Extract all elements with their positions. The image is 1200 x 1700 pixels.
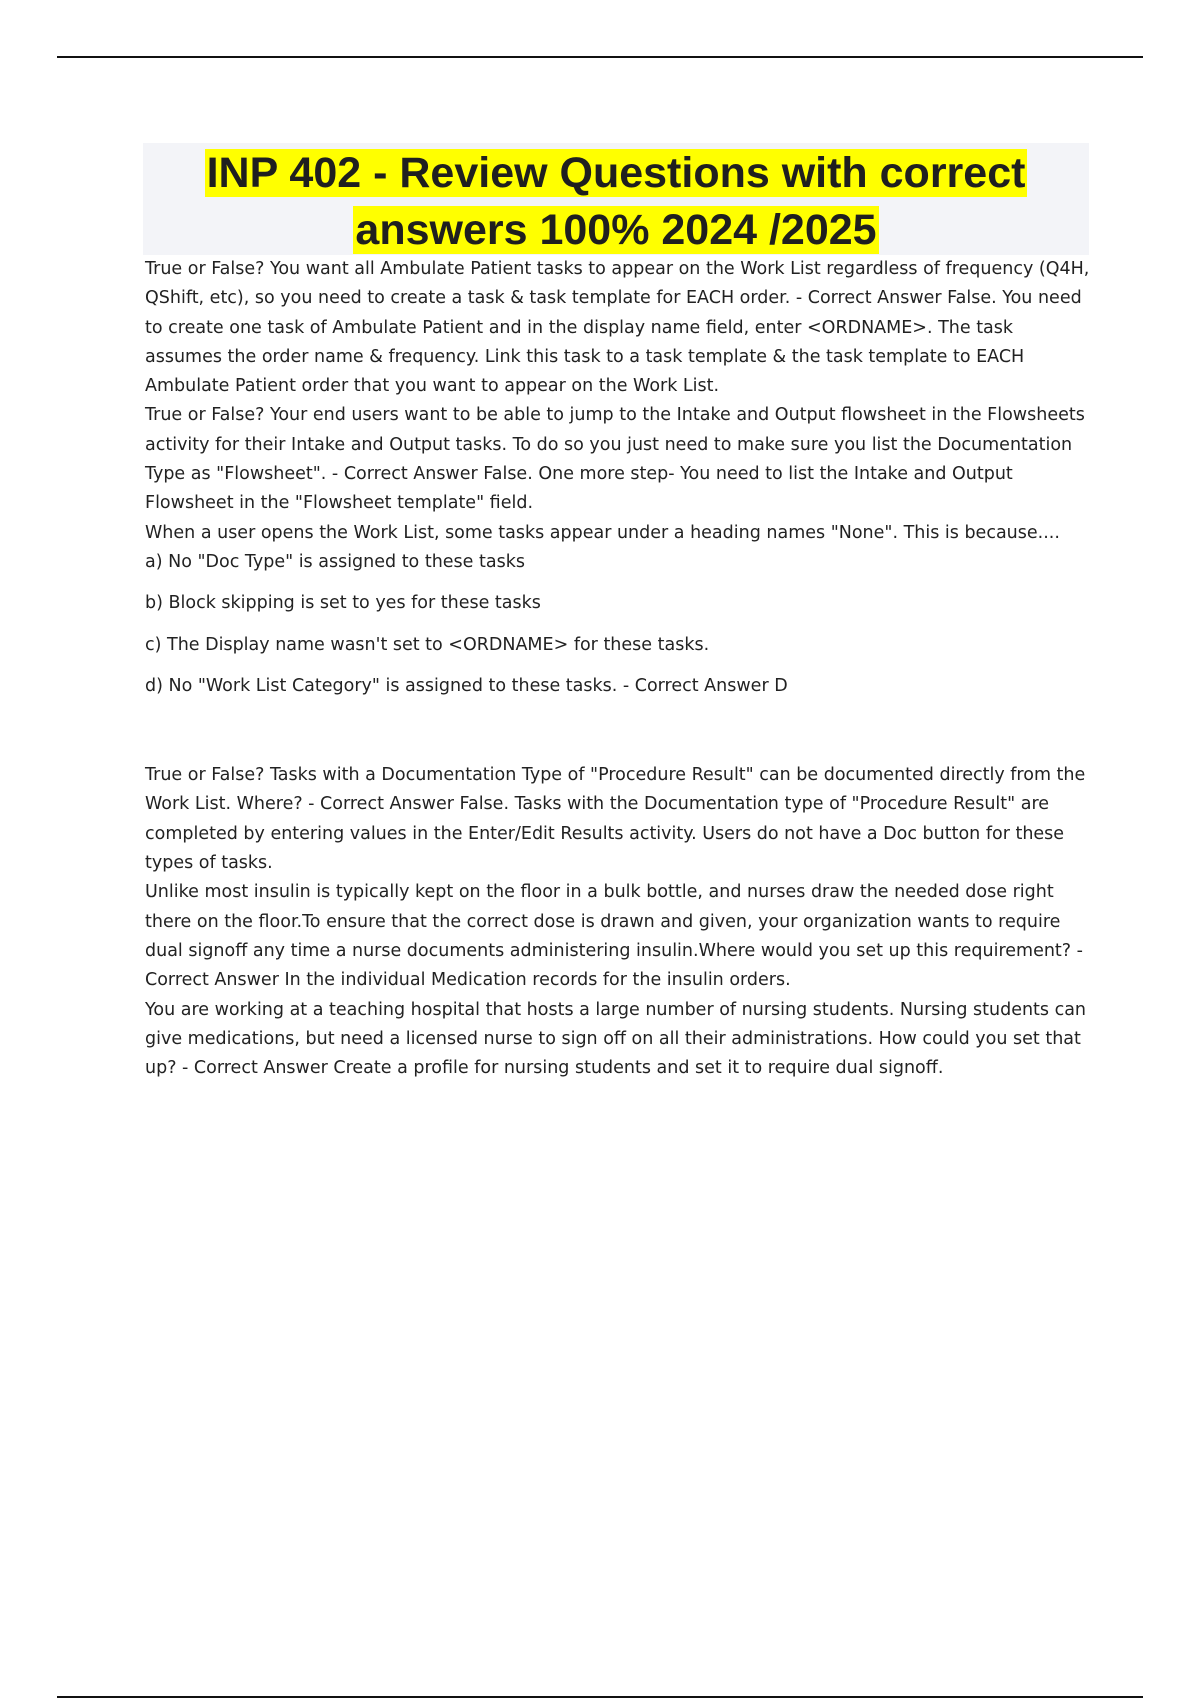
- question-stem: When a user opens the Work List, some tasks appear under a heading names "None". This is because....: [145, 522, 1060, 543]
- qa-item-5: Unlike most insulin is typically kept on the floor in a bulk bottle, and nurses draw the needed dose right there on the floor.To ensure that the correct dose is drawn and given, your organization wants to require dual signoff any time a nurse documents administering insulin.Where would you set up this requirement? - Correct Answer In the individual Medication records for the insulin orders.: [145, 882, 1083, 991]
- option-b: b) Block skipping is set to yes for these tasks: [145, 593, 541, 614]
- option-a: a) No "Doc Type" is assigned to these tasks: [145, 551, 525, 572]
- title-line-2: answers 100% 2024 /2025: [355, 206, 877, 254]
- qa-item-2: True or False? Your end users want to be able to jump to the Intake and Output flowsheet in the Flowsheets activity for their Intake and Output tasks. To do so you just need to make sure you list the Documentation Type as "Flowsheet". - Correct Answer False. One more step- You need to list the Intake and Output Flowsheet in the "Flowsheet template" field.: [145, 405, 1085, 514]
- qa-item-3: [145, 519, 1090, 701]
- bottom-rule: [57, 1696, 1143, 1698]
- qa-item-6: You are working at a teaching hospital that hosts a large number of nursing students. Nursing students can give medications, but need a licensed nurse to sign off on all their administrations. How could you set that up? - Correct Answer Create a profile for nursing students and set it to require dual signoff.: [145, 999, 1087, 1079]
- document-body: [145, 255, 1090, 1083]
- title-line-1: INP 402 - Review Questions with correct: [206, 149, 1026, 197]
- page-title: [143, 145, 1089, 259]
- qa-item-1: True or False? You want all Ambulate Patient tasks to appear on the Work List regardless of frequency (Q4H, QShift, etc), so you need to create a task & task template for EACH order. - Correct Answer False. You need to create one task of Ambulate Patient and in the display name field, enter <ORDNAME>. The task assumes the order name & frequency. Link this task to a task template & the task template to EACH Ambulate Patient order that you want to appear on the Work List.: [145, 259, 1090, 397]
- option-c: c) The Display name wasn't set to <ORDNAME> for these tasks.: [145, 634, 710, 655]
- top-rule: [57, 56, 1143, 58]
- qa-item-4: True or False? Tasks with a Documentation Type of "Procedure Result" can be documented directly from the Work List. Where? - Correct Answer False. Tasks with the Documentation type of "Procedure Result" are completed by entering values in the Enter/Edit Results activity. Users do not have a Doc button for these types of tasks.: [145, 765, 1086, 874]
- option-d: d) No "Work List Category" is assigned to these tasks. - Correct Answer D: [145, 675, 788, 696]
